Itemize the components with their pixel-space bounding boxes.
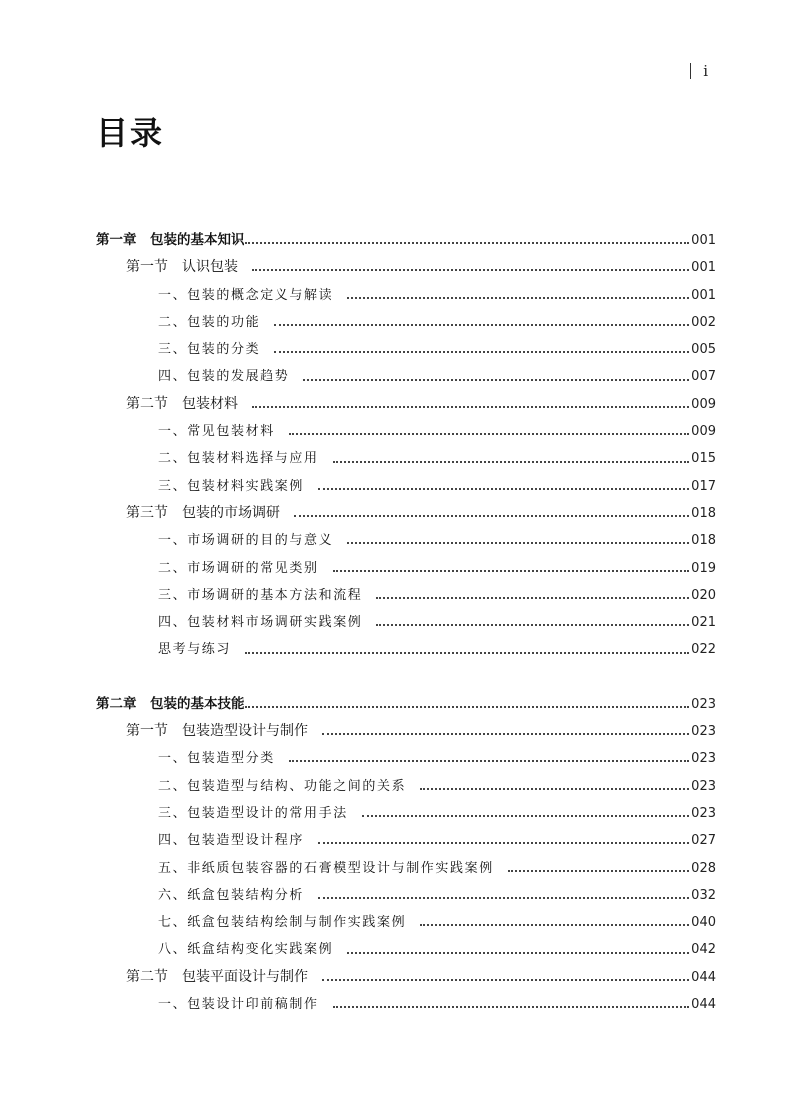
dot-leader [252, 268, 689, 271]
dot-leader [289, 759, 689, 762]
toc-subsection-label: 二、市场调研的常见类别 [158, 560, 319, 576]
toc-chapter-page-number: 001 [691, 233, 716, 248]
toc-subsection-label: 一、市场调研的目的与意义 [158, 533, 334, 549]
toc-subsection[interactable] [96, 282, 716, 309]
toc-subsection-page-number: 009 [691, 424, 716, 440]
toc-subsection[interactable] [96, 363, 716, 390]
dot-leader [376, 623, 689, 626]
toc-subsection[interactable] [96, 991, 716, 1018]
dot-leader [318, 841, 689, 844]
toc-subsection[interactable] [96, 800, 716, 827]
toc-subsection-label: 五、非纸质包装容器的石膏模型设计与制作实践案例 [158, 860, 494, 876]
toc-section-label: 第二节 包装材料 [126, 395, 238, 412]
dot-leader [333, 1005, 690, 1008]
dot-leader [245, 651, 689, 654]
toc-subsection-page-number: 007 [691, 369, 716, 385]
dot-leader [245, 241, 690, 244]
toc-section-label: 第三节 包装的市场调研 [126, 504, 280, 521]
toc-subsection-page-number: 044 [691, 997, 716, 1013]
toc-section[interactable] [96, 718, 716, 745]
toc-chapter-label: 第一章 包装的基本知识 [96, 232, 245, 248]
toc-section-page-number: 001 [691, 260, 716, 276]
toc-section-label: 第一节 认识包装 [126, 259, 238, 276]
toc-section-page-number: 044 [691, 969, 716, 985]
toc-subsection-page-number: 002 [691, 314, 716, 330]
toc-subsection[interactable] [96, 936, 716, 963]
toc-section[interactable] [96, 391, 716, 418]
toc-section-page-number: 018 [691, 505, 716, 521]
toc-subsection[interactable] [96, 582, 716, 609]
toc-subsection-page-number: 015 [691, 451, 716, 467]
toc-section[interactable] [96, 254, 716, 281]
toc-section-page-number: 009 [691, 396, 716, 412]
toc-subsection-label: 二、包装造型与结构、功能之间的关系 [158, 778, 407, 794]
toc-subsection-page-number: 019 [691, 560, 716, 576]
toc-subsection[interactable] [96, 855, 716, 882]
toc-subsection-page-number: 023 [691, 751, 716, 767]
dot-leader [274, 350, 689, 353]
toc-subsection-page-number: 005 [691, 342, 716, 358]
toc-section-page-number: 023 [691, 724, 716, 740]
toc-subsection[interactable] [96, 555, 716, 582]
dot-leader [322, 732, 689, 735]
toc-subsection-page-number: 021 [691, 615, 716, 631]
toc-section-label: 第一节 包装造型设计与制作 [126, 723, 308, 740]
toc-subsection[interactable] [96, 773, 716, 800]
toc-subsection[interactable] [96, 418, 716, 445]
dot-leader [333, 569, 690, 572]
toc-subsection-page-number: 032 [691, 887, 716, 903]
dot-leader [318, 896, 689, 899]
toc-subsection-label: 思考与练习 [158, 642, 232, 658]
dot-leader [294, 514, 689, 517]
toc-subsection-label: 四、包装造型设计程序 [158, 833, 305, 849]
toc-subsection[interactable] [96, 745, 716, 772]
toc-subsection[interactable] [96, 909, 716, 936]
toc-subsection-label: 一、常见包装材料 [158, 424, 275, 440]
toc-subsection[interactable] [96, 445, 716, 472]
toc-subsection-label: 七、纸盒包装结构绘制与制作实践案例 [158, 915, 407, 931]
toc-subsection-label: 二、包装材料选择与应用 [158, 451, 319, 467]
toc-subsection-page-number: 022 [691, 642, 716, 658]
toc-chapter-label: 第二章 包装的基本技能 [96, 695, 245, 712]
dot-leader [318, 487, 689, 490]
dot-leader [347, 541, 689, 544]
dot-leader [420, 787, 689, 790]
toc-subsection-page-number: 028 [691, 860, 716, 876]
chapter-gap [96, 664, 716, 691]
toc-subsection-label: 三、包装的分类 [158, 342, 261, 358]
table-of-contents [96, 227, 716, 1018]
toc-subsection-page-number: 001 [691, 287, 716, 303]
toc-subsection-label: 四、包装的发展趋势 [158, 369, 290, 385]
toc-subsection[interactable] [96, 309, 716, 336]
toc-subsection-label: 四、包装材料市场调研实践案例 [158, 615, 363, 631]
toc-subsection[interactable] [96, 827, 716, 854]
dot-leader [252, 405, 689, 408]
page-title: 目录 [96, 114, 165, 152]
toc-subsection-page-number: 042 [691, 942, 716, 958]
dot-leader [303, 378, 689, 381]
toc-chapter-page-number: 023 [691, 696, 716, 712]
toc-section-label: 第二节 包装平面设计与制作 [126, 968, 308, 985]
toc-subsection-page-number: 023 [691, 778, 716, 794]
toc-subsection-label: 三、包装造型设计的常用手法 [158, 805, 348, 821]
toc-section[interactable] [96, 500, 716, 527]
dot-leader [245, 705, 690, 708]
toc-subsection[interactable] [96, 527, 716, 554]
dot-leader [289, 432, 689, 435]
toc-subsection-label: 六、纸盒包装结构分析 [158, 887, 305, 903]
dot-leader [333, 460, 690, 463]
toc-section[interactable] [96, 964, 716, 991]
toc-subsection-page-number: 020 [691, 587, 716, 603]
page-number: i [690, 63, 708, 79]
dot-leader [322, 978, 689, 981]
toc-subsection[interactable] [96, 882, 716, 909]
toc-subsection-label: 二、包装的功能 [158, 314, 261, 330]
toc-subsection-page-number: 023 [691, 805, 716, 821]
dot-leader [347, 951, 689, 954]
toc-subsection[interactable] [96, 473, 716, 500]
toc-subsection[interactable] [96, 636, 716, 663]
toc-subsection-label: 一、包装的概念定义与解读 [158, 287, 334, 303]
toc-subsection-label: 三、包装材料实践案例 [158, 478, 305, 494]
toc-subsection-label: 一、包装造型分类 [158, 751, 275, 767]
dot-leader [347, 296, 689, 299]
toc-subsection-page-number: 040 [691, 915, 716, 931]
toc-subsection-page-number: 018 [691, 533, 716, 549]
dot-leader [362, 814, 689, 817]
dot-leader [420, 923, 689, 926]
toc-subsection-label: 八、纸盒结构变化实践案例 [158, 942, 334, 958]
toc-chapter[interactable] [96, 227, 716, 254]
toc-subsection-label: 一、包装设计印前稿制作 [158, 997, 319, 1013]
dot-leader [274, 323, 689, 326]
toc-subsection[interactable] [96, 609, 716, 636]
toc-subsection[interactable] [96, 336, 716, 363]
toc-chapter[interactable] [96, 691, 716, 718]
dot-leader [508, 869, 689, 872]
toc-subsection-page-number: 017 [691, 478, 716, 494]
dot-leader [376, 596, 689, 599]
toc-subsection-page-number: 027 [691, 833, 716, 849]
toc-subsection-label: 三、市场调研的基本方法和流程 [158, 587, 363, 603]
